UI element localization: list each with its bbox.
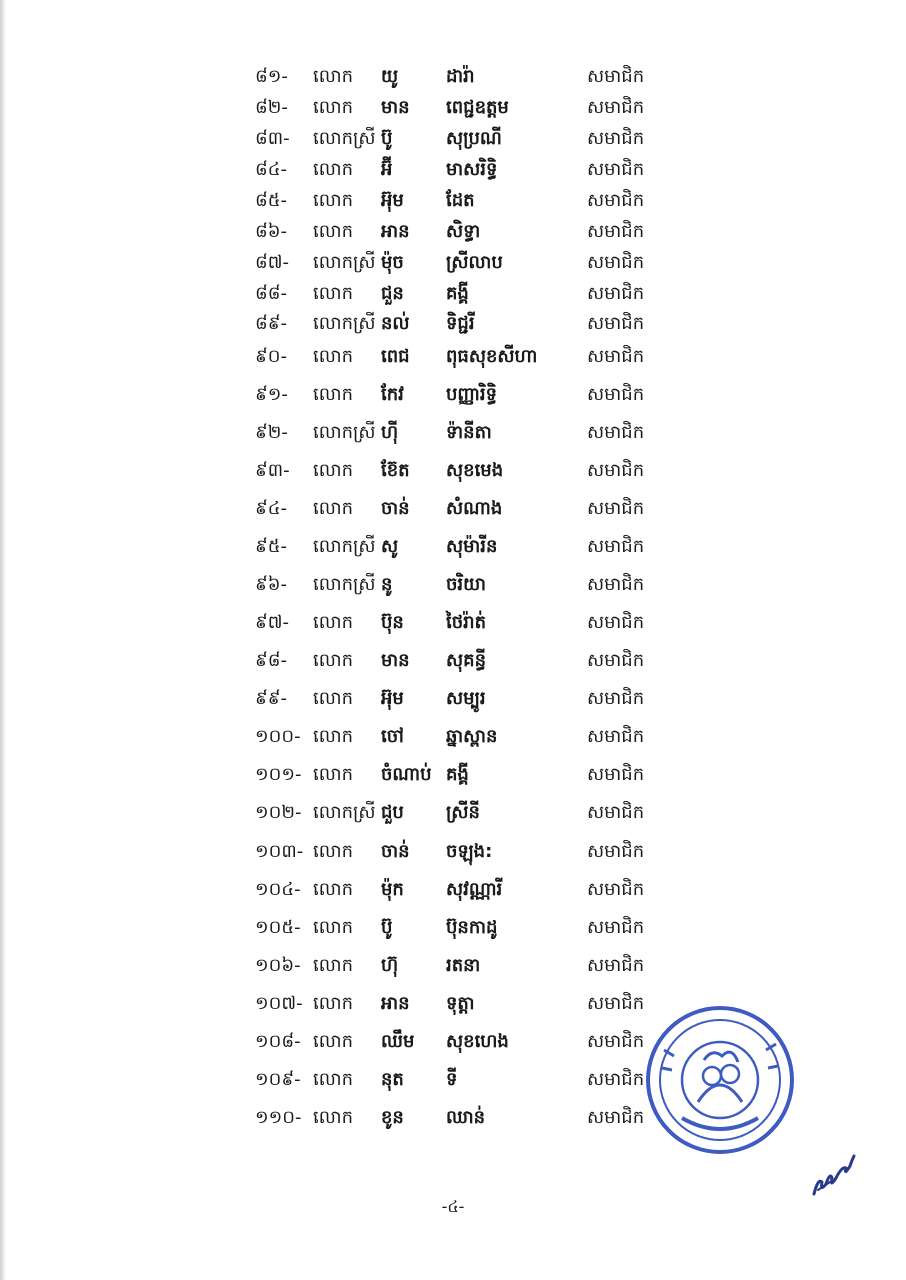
list-item xyxy=(0,913,906,943)
member-number: ១០១- xyxy=(255,764,302,785)
list-item xyxy=(0,456,906,486)
list-item xyxy=(0,532,906,562)
member-title: លោក xyxy=(313,159,353,180)
list-item xyxy=(0,608,906,638)
member-title: លោក xyxy=(313,612,353,633)
member-number: ១០៩- xyxy=(255,1069,301,1090)
member-role: សមាជិក xyxy=(587,955,645,976)
list-item xyxy=(0,570,906,600)
member-title: លោកស្រី xyxy=(313,802,376,823)
list-item xyxy=(0,217,906,247)
signature xyxy=(808,1148,858,1200)
member-role: សមាជិក xyxy=(587,726,645,747)
member-number: ៩២- xyxy=(255,422,288,443)
list-item xyxy=(0,342,906,372)
member-title: លោក xyxy=(313,1107,353,1128)
member-role: សមាជិក xyxy=(587,612,645,633)
list-item xyxy=(0,279,906,309)
member-role: សមាជិក xyxy=(587,384,645,405)
member-family-name: អាន xyxy=(381,993,410,1014)
member-number: ១០៧- xyxy=(255,993,303,1014)
member-given-name: ឈាន់ xyxy=(446,1107,486,1128)
member-family-name: ចៅ xyxy=(381,726,404,747)
list-item xyxy=(0,875,906,905)
member-role: សមាជិក xyxy=(587,650,645,671)
list-item xyxy=(0,646,906,676)
member-family-name: សូ xyxy=(381,536,399,557)
member-role: សមាជិក xyxy=(587,802,645,823)
member-family-name: នល់ xyxy=(381,313,410,334)
member-title: លោក xyxy=(313,1069,353,1090)
member-role: សមាជិក xyxy=(587,460,645,481)
member-given-name: ប៊ុនកាដូ xyxy=(446,917,498,938)
list-item xyxy=(0,951,906,981)
member-family-name: អ៊ី xyxy=(381,159,393,180)
member-family-name: អាន xyxy=(381,221,410,242)
member-role: សមាជិក xyxy=(587,128,645,149)
member-given-name: ទុត្តា xyxy=(446,993,475,1014)
member-number: ១០៥- xyxy=(255,917,301,938)
member-title: លោក xyxy=(313,190,353,211)
member-role: សមាជិក xyxy=(587,993,645,1014)
member-number: ៨២- xyxy=(255,97,288,118)
member-role: សមាជិក xyxy=(587,190,645,211)
member-number: ១០៨- xyxy=(255,1031,301,1052)
list-item xyxy=(0,798,906,828)
member-given-name: ទី xyxy=(446,1069,458,1090)
member-role: សមាជិក xyxy=(587,536,645,557)
member-number: ៩៦- xyxy=(255,574,287,595)
member-given-name: ពុធសុខសីហា xyxy=(446,346,538,367)
member-family-name: ជួប xyxy=(381,802,404,823)
member-number: ១១០- xyxy=(255,1107,302,1128)
member-role: សមាជិក xyxy=(587,879,645,900)
member-family-name: ចាន់ xyxy=(381,498,410,519)
page-number: -៤- xyxy=(441,1197,465,1216)
member-number: ៨៥- xyxy=(255,190,287,211)
member-given-name: សំណាង xyxy=(446,498,503,519)
member-family-name: ហ៊ី xyxy=(381,422,399,443)
member-given-name: គង្គី xyxy=(446,283,469,304)
member-family-name: នូ xyxy=(381,574,393,595)
member-role: សមាជិក xyxy=(587,422,645,443)
member-role: សមាជិក xyxy=(587,159,645,180)
list-item xyxy=(0,722,906,752)
member-number: ៨៩- xyxy=(255,313,287,334)
member-number: ៩៤- xyxy=(255,498,287,519)
member-family-name: ខូន xyxy=(381,1107,404,1128)
list-item xyxy=(0,380,906,410)
member-given-name: រតនា xyxy=(446,955,481,976)
member-number: ៨១- xyxy=(255,66,288,87)
member-number: ៨៧- xyxy=(255,252,290,273)
member-given-name: ចរិយា xyxy=(446,574,486,595)
member-given-name: ចឡុង: xyxy=(446,841,493,862)
member-family-name: ចំណាប់ xyxy=(381,764,432,785)
member-title: លោក xyxy=(313,346,353,367)
list-item xyxy=(0,248,906,278)
member-role: សមាជិក xyxy=(587,97,645,118)
list-item xyxy=(0,186,906,216)
member-title: លោក xyxy=(313,650,353,671)
member-number: ៩៨- xyxy=(255,650,287,671)
member-title: លោក xyxy=(313,726,353,747)
member-family-name: យូ xyxy=(381,66,399,87)
member-family-name: ពេជ xyxy=(381,346,410,367)
member-number: ៨៨- xyxy=(255,283,287,304)
member-role: សមាជិក xyxy=(587,283,645,304)
member-number: ១០៦- xyxy=(255,955,301,976)
member-title: លោក xyxy=(313,879,353,900)
member-given-name: សុម៉ារីន xyxy=(446,536,498,557)
member-given-name: សុគន្ធី xyxy=(446,650,486,671)
list-item xyxy=(0,760,906,790)
member-role: សមាជិក xyxy=(587,1069,645,1090)
member-family-name: ប៊ូ xyxy=(381,917,393,938)
member-title: លោក xyxy=(313,1031,353,1052)
member-given-name: សុខមេង xyxy=(446,460,504,481)
member-role: សមាជិក xyxy=(587,841,645,862)
member-title: លោក xyxy=(313,841,353,862)
list-item xyxy=(0,837,906,867)
member-number: ៩០- xyxy=(255,346,287,367)
member-title: លោក xyxy=(313,917,353,938)
member-role: សមាជិក xyxy=(587,346,645,367)
member-title: លោកស្រី xyxy=(313,422,376,443)
member-title: លោក xyxy=(313,955,353,976)
member-role: សមាជិក xyxy=(587,252,645,273)
member-title: លោកស្រី xyxy=(313,128,376,149)
member-family-name: នុត xyxy=(381,1069,404,1090)
list-item xyxy=(0,155,906,185)
member-number: ៩៧- xyxy=(255,612,290,633)
member-family-name: មាន xyxy=(381,650,410,671)
member-role: សមាជិក xyxy=(587,313,645,334)
member-family-name: អ៊ុម xyxy=(381,688,404,709)
member-given-name: សុខហេង xyxy=(446,1031,509,1052)
list-item xyxy=(0,418,906,448)
member-title: លោក xyxy=(313,993,353,1014)
member-role: សមាជិក xyxy=(587,1031,645,1052)
member-title: លោក xyxy=(313,764,353,785)
member-role: សមាជិក xyxy=(587,66,645,87)
list-item xyxy=(0,124,906,154)
member-given-name: មាសរិទ្ធិ xyxy=(446,159,498,180)
member-title: លោក xyxy=(313,97,353,118)
member-number: ៨៣- xyxy=(255,128,290,149)
member-number: ១០២- xyxy=(255,802,302,823)
member-number: ៩៥- xyxy=(255,536,287,557)
member-given-name: ឆ្នាស្ពាន xyxy=(446,726,498,747)
member-role: សមាជិក xyxy=(587,764,645,785)
member-given-name: គង្គី xyxy=(446,764,469,785)
member-title: លោក xyxy=(313,384,353,405)
member-title: លោក xyxy=(313,283,353,304)
member-family-name: អ៊ុម xyxy=(381,190,404,211)
member-given-name: ពេជ្ជឧត្ដម xyxy=(446,97,509,118)
list-item xyxy=(0,309,906,339)
member-family-name: ជួន xyxy=(381,283,404,304)
member-family-name: ហ៊ុ xyxy=(381,955,399,976)
list-item xyxy=(0,93,906,123)
member-family-name: ម៉ុច xyxy=(381,252,404,273)
member-role: សមាជិក xyxy=(587,221,645,242)
member-number: ៩៣- xyxy=(255,460,290,481)
member-role: សមាជិក xyxy=(587,917,645,938)
member-given-name: សម្បូរ xyxy=(446,688,486,709)
member-family-name: ចាន់ xyxy=(381,841,410,862)
member-given-name: សិទ្ធា xyxy=(446,221,481,242)
member-number: ១០៣- xyxy=(255,841,304,862)
member-title: លោកស្រី xyxy=(313,574,376,595)
member-number: ៩៩- xyxy=(255,688,287,709)
member-family-name: ម៉ុក xyxy=(381,879,404,900)
member-family-name: ឈឹម xyxy=(381,1031,415,1052)
member-given-name: បញ្ញារិទ្ធិ xyxy=(446,384,498,405)
member-title: លោក xyxy=(313,66,353,87)
member-title: លោក xyxy=(313,221,353,242)
list-item xyxy=(0,494,906,524)
member-title: លោកស្រី xyxy=(313,313,376,334)
member-given-name: ស្រីនី xyxy=(446,802,480,823)
member-given-name: ស្រីលាប xyxy=(446,252,503,273)
member-title: លោក xyxy=(313,688,353,709)
member-family-name: ប៊ុន xyxy=(381,612,404,633)
member-number: ៨៦- xyxy=(255,221,287,242)
member-title: លោក xyxy=(313,460,353,481)
member-given-name: ថៃរ៉ាត់ xyxy=(446,612,486,633)
member-family-name: មាន xyxy=(381,97,410,118)
member-family-name: ប៊ូ xyxy=(381,128,393,149)
member-number: ១០៤- xyxy=(255,879,301,900)
member-title: លោកស្រី xyxy=(313,252,376,273)
official-seal-stamp xyxy=(640,990,800,1170)
member-title: លោក xyxy=(313,498,353,519)
list-item xyxy=(0,684,906,714)
member-given-name: ទ៉ានីតា xyxy=(446,422,492,443)
list-item xyxy=(0,62,906,92)
member-role: សមាជិក xyxy=(587,1107,645,1128)
member-family-name: ខ៊ែត xyxy=(381,460,410,481)
member-given-name: ទិជ្ជរី xyxy=(446,313,475,334)
member-number: ៨៤- xyxy=(255,159,287,180)
member-number: ១០០- xyxy=(255,726,301,747)
member-title: លោកស្រី xyxy=(313,536,376,557)
member-given-name: សុវណ្ណារី xyxy=(446,879,503,900)
member-role: សមាជិក xyxy=(587,498,645,519)
member-role: សមាជិក xyxy=(587,574,645,595)
member-role: សមាជិក xyxy=(587,688,645,709)
member-given-name: ដារ៉ា xyxy=(446,66,475,87)
member-given-name: ដែត xyxy=(446,190,475,211)
member-given-name: សុប្រណី xyxy=(446,128,502,149)
member-family-name: កែវ xyxy=(381,384,404,405)
member-number: ៩១- xyxy=(255,384,288,405)
